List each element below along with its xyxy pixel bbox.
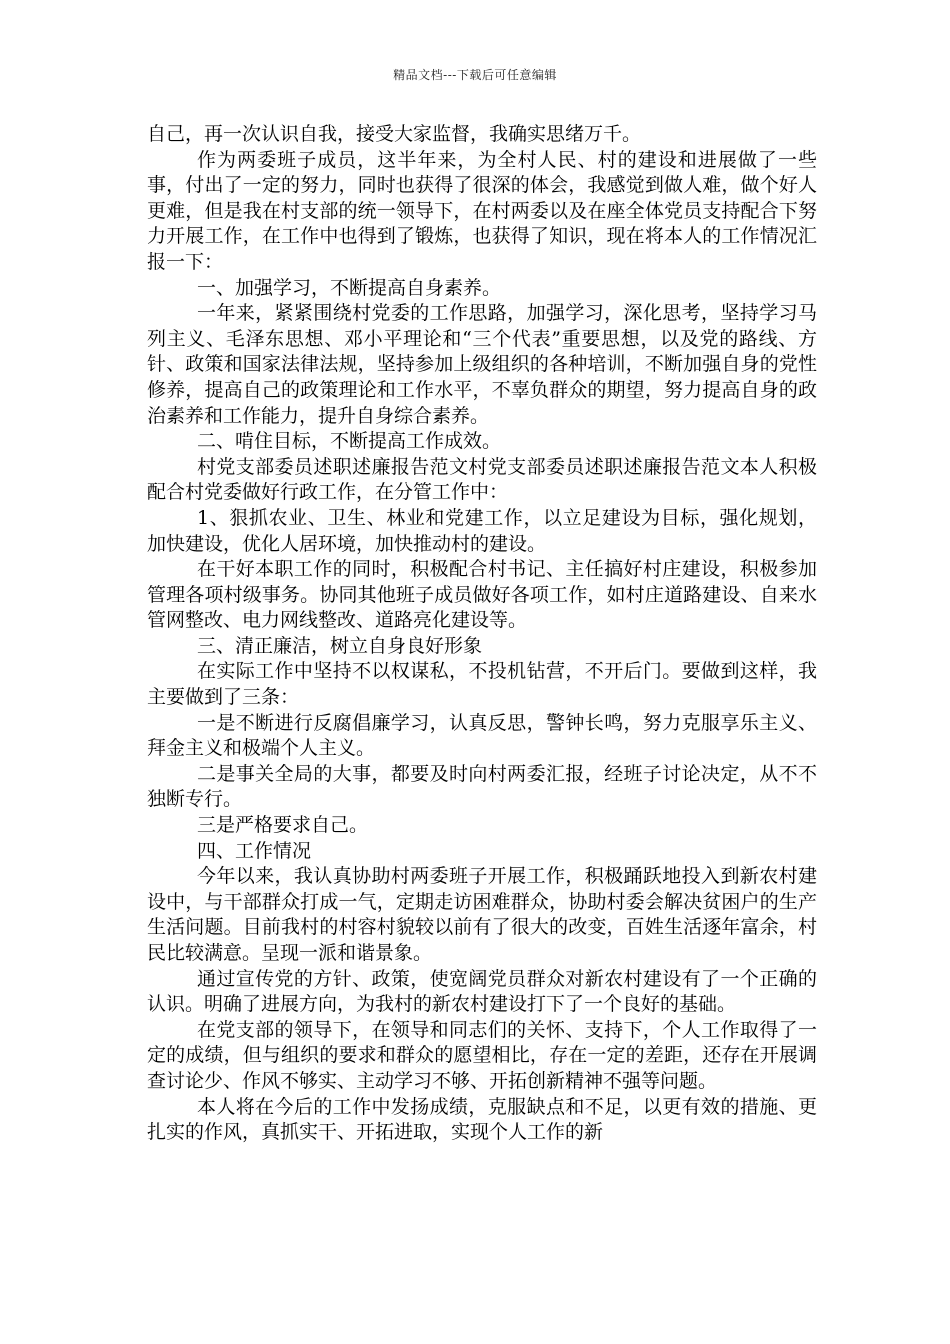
paragraph: 今年以来，我认真协助村两委班子开展工作，积极踊跃地投入到新农村建设中，与干部群众打成一气，定期走访困难群众，协助村委会解决贫困户的生产生活问题。目前我村的村容村貌较以前有了很大的改变，百姓生活逐年富余，村民比较满意。呈现一派和谐景象。 — [147, 865, 817, 964]
paragraph: 三是严格要求自己。 — [197, 814, 369, 837]
paragraph: 二是事关全局的大事，都要及时向村两委汇报，经班子讨论决定，从不不独断专行。 — [147, 762, 817, 811]
paragraph: 二、啃住目标，不断提高工作成效。 — [197, 430, 502, 453]
paragraph: 自己，再一次认识自我，接受大家监督，我确实思绪万千。 — [147, 123, 642, 145]
paragraph: 三、清正廉洁，树立自身良好形象 — [197, 634, 483, 657]
paragraph: 在实际工作中坚持不以权谋私，不投机钻营，不开后门。要做到这样，我主要做到了三条： — [147, 660, 817, 709]
document-body — [147, 122, 817, 1146]
paragraph: 一年来，紧紧围绕村党委的工作思路，加强学习，深化思考，坚持学习马列主义、毛泽东思想、邓小平理论和“三个代表”重要思想，以及党的路线、方针、政策和国家法律法规，坚持参加上级组织的各种培训，不断加强自身的党性修养，提高自己的政策理论和工作水平，不辜负群众的期望，努力提高自身的政治素养和工作能力，提升自身综合素养。 — [147, 302, 817, 427]
paragraph: 作为两委班子成员，这半年来，为全村人民、村的建设和进展做了一些事，付出了一定的努力，同时也获得了很深的体会，我感觉到做人难，做个好人更难，但是我在村支部的统一领导下，在村两委以及在座全体党员支持配合下努力开展工作，在工作中也得到了锻炼，也获得了知识，现在将本人的工作情况汇报一下： — [147, 148, 817, 273]
paragraph: 在党支部的领导下，在领导和同志们的关怀、支持下，个人工作取得了一定的成绩，但与组织的要求和群众的愿望相比，存在一定的差距，还存在开展调查讨论少、作风不够实、主动学习不够、开拓创新精神不强等问题。 — [147, 1018, 817, 1092]
paragraph: 本人将在今后的工作中发扬成绩，克服缺点和不足，以更有效的措施、更扎实的作风，真抓实干、开拓进取，实现个人工作的新 — [147, 1095, 817, 1144]
paragraph: 1、狠抓农业、卫生、林业和党建工作，以立足建设为目标，强化规划，加快建设，优化人居环境，加快推动村的建设。 — [147, 506, 817, 555]
paragraph: 一、加强学习，不断提高自身素养。 — [197, 276, 502, 299]
paragraph: 一是不断进行反腐倡廉学习，认真反思，警钟长鸣，努力克服享乐主义、拜金主义和极端个人主义。 — [147, 711, 817, 760]
paragraph: 村党支部委员述职述廉报告范文村党支部委员述职述廉报告范文本人积极配合村党委做好行政工作，在分管工作中： — [147, 455, 817, 504]
page-header: 精品文档---下载后可任意编辑 — [393, 68, 557, 82]
paragraph: 在干好本职工作的同时，积极配合村书记、主任搞好村庄建设，积极参加管理各项村级事务。协同其他班子成员做好各项工作，如村庄道路建设、自来水管网整改、电力网线整改、道路亮化建设等。 — [147, 558, 817, 632]
paragraph: 四、工作情况 — [197, 839, 312, 862]
paragraph: 通过宣传党的方针、政策，使宽阔党员群众对新农村建设有了一个正确的认识。明确了进展方向，为我村的新农村建设打下了一个良好的基础。 — [147, 967, 817, 1016]
